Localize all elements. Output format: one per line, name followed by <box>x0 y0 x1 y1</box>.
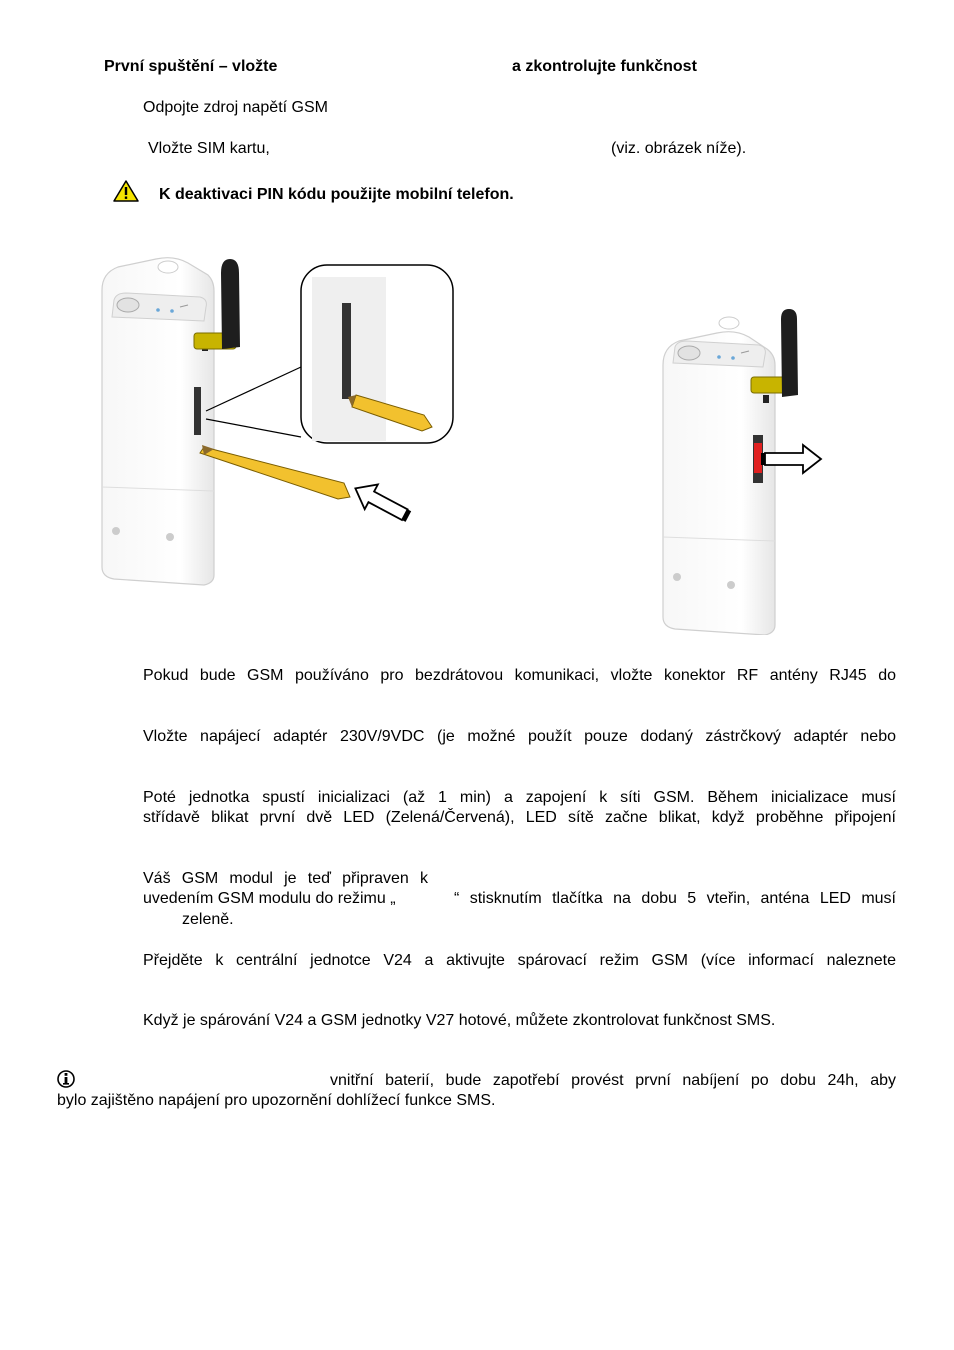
note-line1: vnitřní baterií, bude zapotřebí provést první nabíjení po dobu 24h, aby <box>330 1072 896 1089</box>
paragraph-ready-line2b: “ stisknutím tlačítka na dobu 5 vteřin, anténa LED musí <box>454 890 896 907</box>
paragraph-ready-line1: Váš GSM modul je teď připraven k <box>143 870 428 887</box>
paragraph-init-line1: Poté jednotka spustí inicializaci (až 1 min) a zapojení k síti GSM. Během inicializace musí <box>143 789 896 806</box>
paragraph-ready-line2a: uvedením GSM modulu do režimu „ <box>143 890 396 907</box>
step-sim-left: Vložte SIM kartu, <box>148 140 270 157</box>
paragraph-pairing: Přejděte k centrální jednotce V24 a aktivujte spárovací režim GSM (více informací naleznete <box>143 952 896 969</box>
warning-text: K deaktivaci PIN kódu použijte mobilní telefon. <box>159 186 514 203</box>
warning-icon <box>112 179 140 203</box>
heading-right: a zkontrolujte funkčnost <box>512 58 697 75</box>
paragraph-antenna: Pokud bude GSM používáno pro bezdrátovou komunikaci, vložte konektor RF antény RJ45 do <box>143 667 896 684</box>
paragraph-adapter: Vložte napájecí adaptér 230V/9VDC (je možné použít pouze dodaný zástrčkový adaptér nebo <box>143 728 896 745</box>
step-sim-right: (viz. obrázek níže). <box>611 140 747 157</box>
info-icon <box>57 1070 75 1088</box>
paragraph-ready-line3: zeleně. <box>182 911 234 928</box>
paragraph-init-line2: střídavě blikat první dvě LED (Zelená/Červená), LED sítě začne blikat, když proběhne připojení <box>143 809 896 826</box>
step-disconnect: Odpojte zdroj napětí GSM <box>143 99 328 116</box>
illustration-sim-remove <box>655 305 835 635</box>
heading-left: První spuštění – vložte <box>104 58 278 75</box>
paragraph-done: Když je spárování V24 a GSM jednotky V27 hotové, můžete zkontrolovat funkčnost SMS. <box>143 1012 776 1029</box>
note-line2: bylo zajištěno napájení pro upozornění dohlížecí funkce SMS. <box>57 1092 496 1109</box>
illustration-sim-insert <box>96 255 456 595</box>
